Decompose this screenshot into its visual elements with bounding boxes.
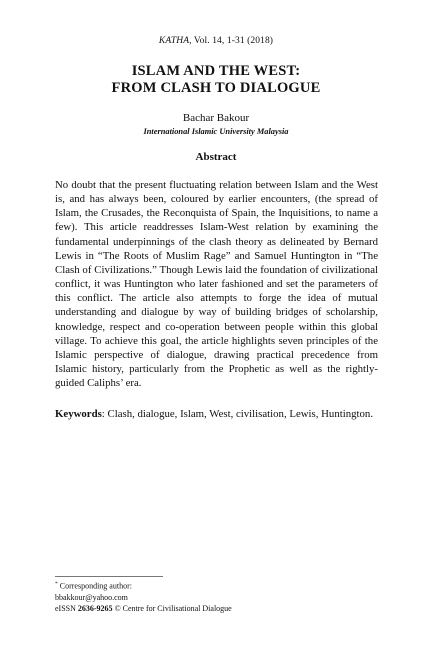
keywords-label: Keywords [55, 408, 102, 420]
footnote-divider [55, 576, 163, 577]
corresponding-label: Corresponding author: [57, 581, 132, 591]
volume-pages: , Vol. 14, 1-31 (2018) [189, 36, 274, 46]
author-email: bbakkour@yahoo.com [55, 592, 128, 602]
article-title [0, 63, 432, 97]
footnote-marker: * [55, 581, 58, 587]
issn-prefix: eISSN [55, 603, 78, 613]
keywords [55, 407, 378, 421]
issn-number: 2636-9265 [77, 603, 113, 613]
issn-line [55, 603, 385, 614]
keywords-list: : Clash, dialogue, Islam, West, civilisation, Lewis, Huntington. [101, 408, 374, 420]
title-line-1: ISLAM AND THE WEST: [131, 63, 301, 79]
footnote [55, 579, 385, 614]
journal-name: KATHA [158, 36, 190, 46]
abstract-heading: Abstract [195, 151, 237, 163]
copyright-text: © Centre for Civilisational Dialogue [112, 603, 232, 613]
corresponding-author [55, 579, 385, 592]
title-line-2: FROM CLASH TO DIALOGUE [111, 80, 321, 96]
abstract-text: No doubt that the present fluctuating relation between Islam and the West is, and has always been, coloured by earlier encounters, (the spread of Islam, the Crusades, the Reconquista of Spain, the Inquisitions, to name a few). This article readdresses Islam-West relation by examining the fundamental underpinnings of the clash theory as delineated by Bernard Lewis in “The Roots of Muslim Rage” and Samuel Huntington in “The Clash of Civilizations.” Though Lewis laid the foundation of civilizational conflict, it was Huntington who later fashioned and set the parameters of this conflict. The article also attempts to forge the idea of mutual understanding and dialogue by way of building bridges of scholarship, knowledge, respect and co-operation between people within this global village. To achieve this goal, the article highlights seven principles of the Islamic perspective of dialogue, drawing practical precedence from Islamic history, particularly from the Prophetic as well as the rightly-guided Caliphs’ era. [55, 179, 378, 390]
journal-citation [0, 36, 432, 46]
author-name: Bachar Bakour [182, 112, 250, 124]
author-affiliation: International Islamic University Malaysia [143, 127, 289, 136]
